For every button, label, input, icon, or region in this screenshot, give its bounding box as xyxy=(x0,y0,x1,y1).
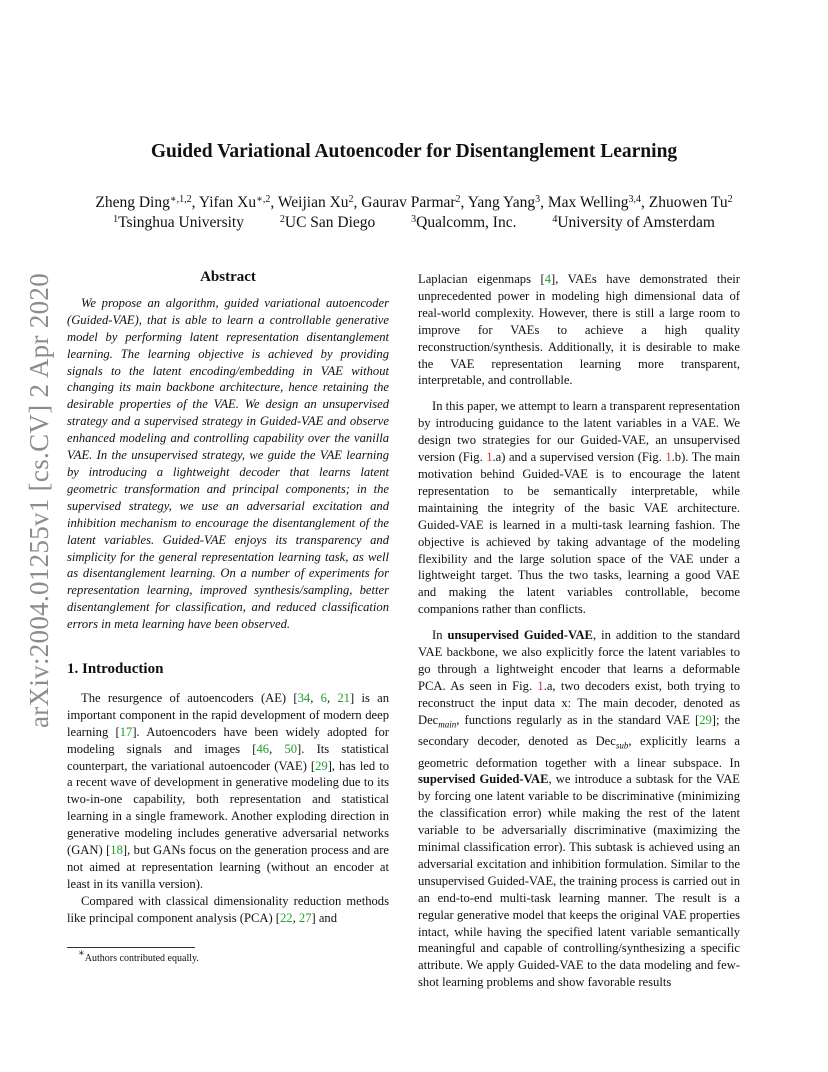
arxiv-identifier-stamp xyxy=(20,272,60,728)
footnote-text: Authors contributed equally. xyxy=(84,953,199,964)
abstract-heading: Abstract xyxy=(200,269,256,285)
citation-link[interactable]: 34 xyxy=(297,690,311,705)
citation-link[interactable]: 17 xyxy=(119,724,133,739)
footnote-mark: ∗ xyxy=(78,948,85,959)
citation-link[interactable]: 27 xyxy=(298,910,312,925)
text-run: ]; the secondary decoder, denoted as Dec xyxy=(418,712,740,749)
subscript: sub xyxy=(615,740,629,751)
text-run: , xyxy=(292,910,299,925)
author-list: Zheng Ding$^{∗,1,2}$, Yifan $Xu^{∗,2}$, Weijian Xu$^2$, Gaurav Parmar$^2$, Yang Yang$^3$, Max Welling$^{3,4}$, Zhuowen Tu$^2$ xyxy=(95,194,733,211)
footnote xyxy=(78,948,199,964)
arxiv-identifier: arXiv:2004.01255v1 [cs.CV] 2 Apr 2020 xyxy=(24,272,55,728)
text-run: Laplacian eigenmaps [ xyxy=(418,272,545,286)
text-run: , xyxy=(310,690,321,705)
text-run: .a) and a supervised version (Fig. xyxy=(492,450,666,465)
left-column xyxy=(67,269,389,927)
citation-link[interactable]: 46 xyxy=(256,741,270,756)
text-run: .b). The main motivation behind Guided-VAE is to encourage the latent representation to be semantically interpretable, while maintaining the integrity of the basic VAE architecture. Guided-VAE is learned in a multi-task learning fashion. The objective is achieved by taking advantage of the modeling flexibility and the large solution space of the VAE under a lightweight target. Thus the two tasks, learning a good VAE and making the latent variables controllable, become companions rather than conflicts. xyxy=(418,450,740,617)
bold-term: unsupervised Guided-VAE xyxy=(447,628,593,643)
figure-reference-link[interactable]: 1 xyxy=(486,450,493,465)
text-run: ] and xyxy=(311,910,338,925)
text-run: , we introduce a subtask for the VAE by forcing one latent variable to be discriminative (minimizing the classification error) while making the rest of the latent variable to be adversarially discriminative (maximizing the minimal classification error). This subtask is achieved using an adversarial excitation and inhibition formulation. Similar to the unsupervised Guided-VAE, the training process is carried out in an end-to-end multi-task learning manner. The result is a regular generative model that keeps the original VAE properties intact, while having the specified latent variable semantically meaningful and capable of controlling/synthesizing a specific attribute. We apply Guided-VAE to the data modeling and few-shot learning problems and show favorable results xyxy=(418,772,740,990)
section-heading-introduction: 1. Introduction xyxy=(67,661,164,678)
right-column xyxy=(418,271,740,991)
author: Weijian Xu$^2$ xyxy=(277,194,354,211)
text-run: ]. Its statistical counterpart, the variational autoencoder (VAE) [ xyxy=(67,741,389,773)
text-run: , xyxy=(326,690,338,705)
author: Zhuowen Tu$^2$ xyxy=(648,194,733,211)
text-run: In xyxy=(432,628,448,643)
text-run: , in addition to the standard VAE backbone, we also explicitly force the latent variables to go through a lightweight encoder that learns a deformable PCA. As seen in Fig. xyxy=(418,628,741,693)
affiliation: $^4$University of Amsterdam xyxy=(552,214,715,231)
text-run: ]. Autoencoders have been widely adopted for modeling signals and images [ xyxy=(67,724,389,756)
figure-reference-link[interactable]: 1 xyxy=(537,678,544,693)
text-run: , explicitly learns a geometric deformation together with a linear subspace. In xyxy=(418,734,740,770)
text-run: The resurgence of autoencoders (AE) [ xyxy=(81,690,298,705)
citation-link[interactable]: 21 xyxy=(337,690,350,705)
affiliation: $^2$UC San Diego xyxy=(279,214,376,231)
text-run: , functions regularly as in the standard VAE [ xyxy=(456,712,700,727)
body-paragraph-2 xyxy=(418,398,740,618)
affiliation-list xyxy=(40,213,788,233)
author: Gaurav Parmar$^2$ xyxy=(361,194,461,211)
citation-link[interactable]: 18 xyxy=(110,843,123,858)
citation-link[interactable]: 6 xyxy=(320,690,327,705)
author: Yifan $Xu^{∗,2}$ xyxy=(198,194,271,211)
citation-link[interactable]: 4 xyxy=(544,272,551,286)
affiliation: $^1$Tsinghua University xyxy=(113,214,244,231)
intro-paragraph-1 xyxy=(67,690,389,893)
citation-link[interactable]: 50 xyxy=(284,741,298,756)
text-run: In this paper, we attempt to learn a transparent representation by introducing guidance to the latent variables in a VAE. We design two strategies for our Guided-VAE, an unsupervised version (Fig. xyxy=(418,399,740,465)
text-run: ], VAEs have demonstrated their unprecedented power in modeling high dimensional data of real-world complexity. However, there is still a large room to improve for VAEs to achieve a high quality reconstruction/synthesis. Additionally, it is desirable to make the VAE representation learning more transparent, interpretable, and controllable. xyxy=(418,272,740,388)
text-run: .a, two decoders exist, both trying to reconstruct the input data x: The main decoder, denoted as Dec xyxy=(418,678,741,727)
text-run: , xyxy=(269,741,285,756)
affiliation: $^3$Qualcomm, Inc. xyxy=(411,214,517,231)
author: Zheng Ding$^{∗,1,2}$ xyxy=(95,194,192,211)
citation-link[interactable]: 29 xyxy=(699,712,712,727)
text-run: Compared with classical dimensionality reduction methods like principal component analysis (PCA) [ xyxy=(67,893,389,925)
abstract-text: We propose an algorithm, guided variational autoencoder (Guided-VAE), that is able to learn a controllable generative model by performing latent representation disentanglement learning. The learning objective is achieved by providing signals to the latent encoding/embedding in VAE without changing its main backbone architecture, hence retaining the desirable properties of the VAE. We design an unsupervised strategy and a supervised strategy in Guided-VAE and observe enhanced modeling and controlling capability over the vanilla VAE. In the unsupervised strategy, we guide the VAE learning by introducing a lightweight decoder that learns latent geometric transformation and principal components; in the supervised strategy, we use an adversarial excitation and inhibition mechanism to encourage the disentanglement of the latent variables. Guided-VAE enjoys its transparency and simplicity for the general representation learning task, as well as disentanglement learning. On a number of experiments for representation learning, improved synthesis/sampling, better disentanglement for classification, and reduced classification errors in meta learning have been observed. xyxy=(67,295,389,632)
subscript: main xyxy=(438,719,457,730)
author: Yang Yang$^3$ xyxy=(467,194,541,211)
citation-link[interactable]: 29 xyxy=(315,758,328,773)
text-run: ], but GANs focus on the generation process and are not aimed at representation learning (without an encoder at least in its vanilla version). xyxy=(67,843,389,891)
intro-paragraph-2 xyxy=(67,893,389,927)
text-run: ] is an important component in the rapid development of modern deep learning [ xyxy=(67,690,390,739)
citation-link[interactable]: 22 xyxy=(280,910,293,925)
footnote-rule xyxy=(67,947,195,948)
body-paragraph-1 xyxy=(418,271,740,389)
author: Max Welling$^{3,4}$ xyxy=(547,194,642,211)
figure-reference-link[interactable]: 1 xyxy=(665,450,672,465)
body-paragraph-3 xyxy=(418,627,740,991)
bold-term: supervised Guided-VAE xyxy=(418,772,549,787)
text-run: ], has led to a recent wave of development in generative modeling due to its two-in-one capability, both representation and statistical learning in a single framework. Another exploding direction in generative modeling includes generative adversarial networks (GAN) [ xyxy=(67,758,389,858)
paper-title: Guided Variational Autoencoder for Disentanglement Learning xyxy=(150,141,678,162)
